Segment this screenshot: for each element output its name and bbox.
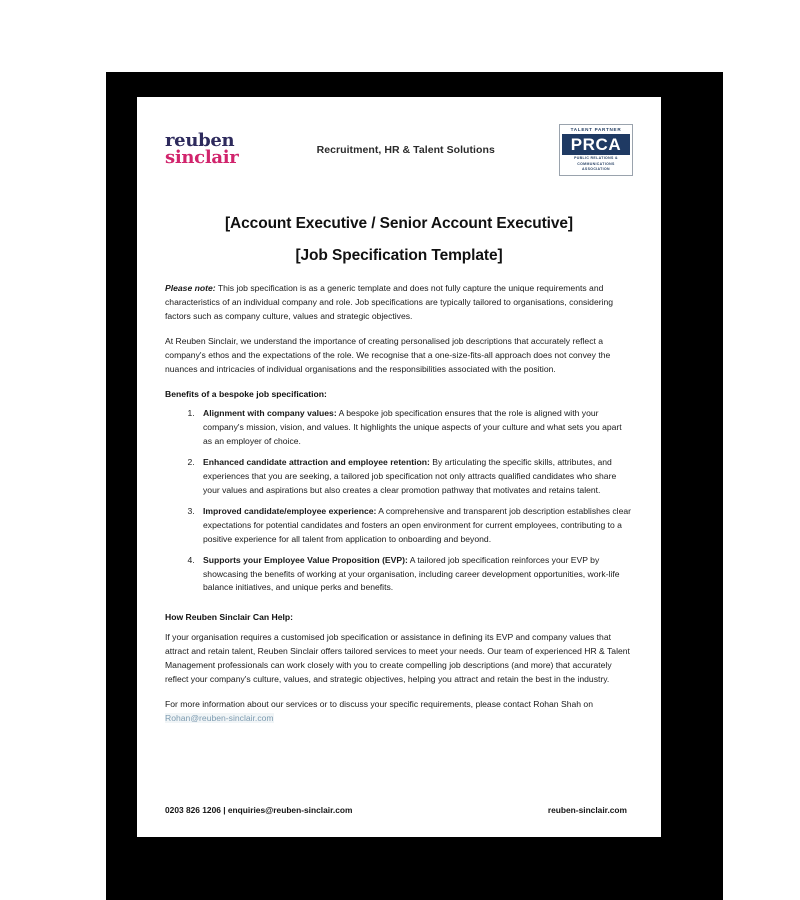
please-note-paragraph [165, 282, 633, 324]
company-tagline: Recruitment, HR & Talent Solutions [316, 144, 495, 156]
benefit-text: A tailored job specification reinforces your EVP by showcasing the benefits of working at your organisation, including career development opportunities, work-life balance initiatives, and unique perks and benefits. [203, 554, 620, 593]
document-header [165, 119, 633, 181]
benefit-title: Supports your Employee Value Proposition (EVP): [203, 554, 408, 565]
benefit-title: Alignment with company values: [203, 408, 337, 419]
prca-accreditation-badge [559, 124, 633, 177]
list-item [197, 505, 633, 547]
benefit-title: Improved candidate/employee experience: [203, 505, 377, 516]
benefits-list [165, 407, 633, 595]
prca-subtitle-line-2: COMMUNICATIONS [577, 161, 615, 166]
list-item [197, 456, 633, 498]
document-footer [165, 805, 633, 815]
contact-paragraph [165, 698, 633, 726]
contact-text: For more information about our services or to discuss your specific requirements, please contact Rohan Shah on [165, 698, 593, 709]
page-subtitle: [Job Specification Template] [295, 247, 503, 264]
list-item [197, 554, 633, 596]
benefit-text: A comprehensive and transparent job description establishes clear expectations for potential candidates and fosters an open environment for current employees, contributing to a positive experience for all talent from application to onboarding and beyond. [203, 505, 631, 544]
please-note-label: Please note: [165, 283, 216, 293]
intro-paragraph: At Reuben Sinclair, we understand the importance of creating personalised job descriptions that accurately reflect a company's ethos and the expectations of the role. We recognise that a one-size-fits-all approach does not convey the nuances and intricacies of individual organisations and the responsibilities associated with the position. [165, 335, 611, 374]
footer-website: reuben-sinclair.com [547, 805, 627, 815]
prca-acronym: PRCA [562, 134, 630, 155]
footer-contact-details: 0203 826 1206 | enquiries@reuben-sinclair.com [165, 805, 353, 815]
logo-text-reuben: reuben [165, 130, 235, 152]
benefit-title: Enhanced candidate attraction and employee retention: [203, 457, 430, 468]
help-paragraph: If your organisation requires a customised job specification or assistance in defining its EVP and company values that attract and retain talent, Reuben Sinclair offers tailored services to meet your needs. Our team of experienced HR & Talent Management professionals can work closely with you to create compelling job descriptions (and more) that accurately reflect your company's culture, values, and strategic objectives, helping you attract and retain the best in the industry. [165, 632, 630, 684]
contact-email-link[interactable]: Rohan@reuben-sinclair.com [165, 712, 274, 723]
prca-subtitle-line-3: ASSOCIATION [582, 167, 610, 172]
prca-talent-partner-label: TALENT PARTNER [570, 126, 622, 132]
document-page [137, 97, 661, 837]
list-item [197, 407, 633, 449]
benefits-heading: Benefits of a bespoke job specification: [165, 388, 327, 399]
help-heading: How Reuben Sinclair Can Help: [165, 612, 293, 623]
please-note-text: This job specification is as a generic template and does not fully capture the unique requirements and characteristics of an individual company and role. Job specifications are typically tailored to organisations, considering factors such as company culture, values and strategic objectives. [165, 283, 614, 321]
page-title: [Account Executive / Senior Account Executive] [225, 215, 573, 232]
benefit-text: A bespoke job specification ensures that the role is aligned with your company's mission, vision, and values. It highlights the unique aspects of your culture and what sets you apart as an employer of choice. [203, 408, 622, 447]
logo-text-sinclair: sinclair [165, 147, 239, 168]
benefit-text: By articulating the specific skills, attributes, and experiences that you are seeking, a tailored job specification not only attracts qualified candidates who share your values and aspirations but also creates a clear promotion pathway that motivates and retains talent. [203, 457, 617, 495]
document-body [165, 282, 633, 726]
prca-subtitle-line-1: PUBLIC RELATIONS & [574, 156, 618, 161]
document-title-block [165, 215, 633, 265]
reuben-sinclair-logo[interactable] [165, 130, 239, 168]
